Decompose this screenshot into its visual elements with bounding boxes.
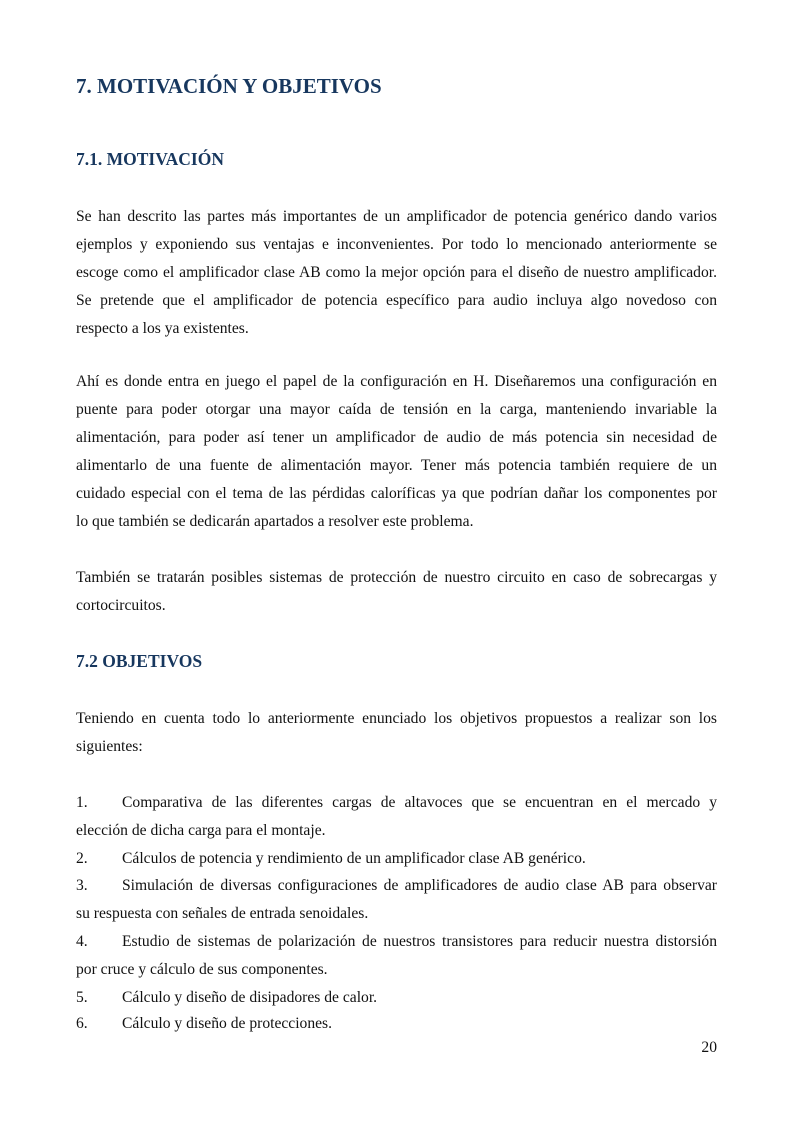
- section-heading-objetivos: 7.2 OBJETIVOS: [76, 651, 203, 671]
- list-item: [76, 984, 717, 1011]
- text-line: También se tratarán posibles sistemas de protección de nuestro circuito en caso de sobrecargas y: [76, 569, 717, 586]
- list-number: 4.: [76, 932, 88, 950]
- list-text-continuation: su respuesta con señales de entrada senoidales.: [76, 904, 369, 922]
- list-text: Estudio de sistemas de polarización de nuestros transistores para reducir nuestra distorsión: [122, 932, 717, 950]
- list-item: [76, 845, 717, 872]
- list-item: [76, 872, 717, 900]
- text-line: respecto a los ya existentes.: [76, 320, 249, 337]
- list-item: [76, 1010, 717, 1037]
- objectives-intro: [76, 705, 717, 761]
- list-text: Comparativa de las diferentes cargas de altavoces que se encuentran en el mercado y: [122, 794, 717, 811]
- list-text: Cálculos de potencia y rendimiento de un amplificador clase AB genérico.: [122, 850, 586, 867]
- list-text: Cálculo y diseño de protecciones.: [122, 1015, 333, 1032]
- text-line: siguientes:: [76, 738, 143, 755]
- text-line: Se han descrito las partes más importantes de un amplificador de potencia genérico dando varios: [76, 208, 717, 225]
- list-text-continuation: por cruce y cálculo de sus componentes.: [76, 960, 328, 978]
- page-number: 20: [701, 1039, 717, 1056]
- paragraph-1: [76, 203, 717, 343]
- text-line: Se pretende que el amplificador de potencia específico para audio incluya algo novedoso con: [76, 292, 717, 309]
- text-line: cortocircuitos.: [76, 597, 166, 614]
- list-text-continuation: elección de dicha carga para el montaje.: [76, 822, 326, 839]
- text-line: puente para poder otorgar una mayor caída de tensión en la carga, manteniendo invariable la: [76, 401, 717, 418]
- text-line: escoge como el amplificador clase AB como la mejor opción para el diseño de nuestro amplificador.: [76, 264, 717, 281]
- list-text: Cálculo y diseño de disipadores de calor.: [122, 988, 378, 1006]
- list-number: 5.: [76, 988, 88, 1006]
- list-number: 6.: [76, 1015, 88, 1032]
- text-line: alimentación, para poder así tener un amplificador de audio de más potencia sin necesidad de: [76, 429, 717, 446]
- text-line: ejemplos y exponiendo sus ventajas e inconvenientes. Por todo lo mencionado anteriormente se: [76, 236, 717, 253]
- list-number: 2.: [76, 850, 88, 867]
- objectives-list: [76, 789, 717, 1037]
- list-item: [76, 928, 717, 956]
- list-number: 3.: [76, 876, 88, 894]
- section-heading-motivacion: 7.1. MOTIVACIÓN: [76, 149, 224, 169]
- text-line: cuidado especial con el tema de las pérdidas caloríficas ya que podrían dañar los componentes por: [76, 485, 717, 502]
- paragraph-3: [76, 564, 717, 620]
- chapter-title: 7. MOTIVACIÓN Y OBJETIVOS: [76, 74, 382, 98]
- text-line: Teniendo en cuenta todo lo anteriormente enunciado los objetivos propuestos a realizar son los: [76, 710, 717, 727]
- text-line: alimentarlo de una fuente de alimentación mayor. Tener más potencia también requiere de un: [76, 457, 717, 474]
- list-text: Simulación de diversas configuraciones de amplificadores de audio clase AB para observar: [122, 876, 717, 894]
- text-line: lo que también se dedicarán apartados a resolver este problema.: [76, 513, 474, 530]
- list-item: [76, 789, 717, 817]
- text-line: Ahí es donde entra en juego el papel de la configuración en H. Diseñaremos una configuración en: [76, 373, 717, 390]
- list-number: 1.: [76, 794, 88, 811]
- paragraph-2: [76, 368, 717, 536]
